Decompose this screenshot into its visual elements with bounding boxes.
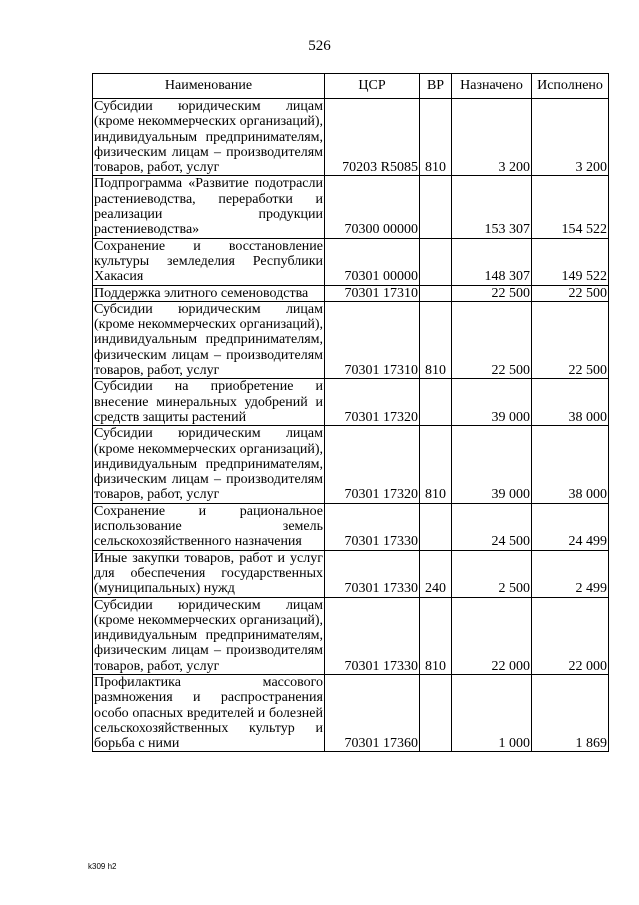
cell-csr: 70300 00000 <box>325 176 420 238</box>
cell-name: Субсидии юридическим лицам (кроме некоммерческих организаций), индивидуальным предпринимателям, физическим лицам – производителям товаров, работ, услуг <box>94 301 323 379</box>
cell-executed: 38 000 <box>532 426 609 503</box>
cell-assigned: 148 307 <box>452 238 532 285</box>
cell-executed: 3 200 <box>532 99 609 176</box>
cell-executed: 22 500 <box>532 285 609 301</box>
cell-assigned: 1 000 <box>452 674 532 751</box>
cell-vr <box>420 674 452 751</box>
cell-executed: 22 500 <box>532 301 609 378</box>
cell-vr <box>420 379 452 426</box>
table-row <box>93 379 609 426</box>
cell-csr: 70301 17320 <box>325 426 420 503</box>
table-row <box>93 99 609 176</box>
page-number: 526 <box>308 38 331 54</box>
cell-assigned: 22 000 <box>452 597 532 674</box>
table-row <box>93 503 609 550</box>
cell-csr: 70301 17310 <box>325 301 420 378</box>
cell-vr: 810 <box>420 597 452 674</box>
cell-name: Субсидии на приобретение и внесение минеральных удобрений и средств защиты растений <box>94 379 323 425</box>
cell-name: Поддержка элитного семеноводства <box>93 285 325 301</box>
table-row <box>93 176 609 238</box>
cell-vr: 810 <box>420 301 452 378</box>
cell-vr <box>420 176 452 238</box>
cell-executed: 154 522 <box>532 176 609 238</box>
cell-executed: 38 000 <box>532 379 609 426</box>
cell-csr: 70301 17330 <box>325 550 420 597</box>
cell-executed: 149 522 <box>532 238 609 285</box>
cell-executed: 22 000 <box>532 597 609 674</box>
header-vr: ВР <box>420 74 452 99</box>
table-body <box>93 99 609 752</box>
header-executed: Исполнено <box>532 74 609 99</box>
cell-name: Сохранение и восстановление культуры земледелия Республики Хакасия <box>94 238 323 285</box>
header-csr: ЦСР <box>325 74 420 99</box>
cell-assigned: 39 000 <box>452 379 532 426</box>
cell-vr <box>420 285 452 301</box>
cell-name: Субсидии юридическим лицам (кроме некоммерческих организаций), индивидуальным предпринимателям, физическим лицам – производителям товаров, работ, услуг <box>94 426 323 503</box>
cell-csr: 70301 17330 <box>325 597 420 674</box>
cell-assigned: 153 307 <box>452 176 532 238</box>
table-row <box>93 674 609 751</box>
cell-assigned: 3 200 <box>452 99 532 176</box>
footer-code: k309 h2 <box>88 862 117 871</box>
table-row <box>93 301 609 378</box>
cell-vr: 810 <box>420 99 452 176</box>
cell-assigned: 22 500 <box>452 285 532 301</box>
table-row <box>93 550 609 597</box>
cell-assigned: 2 500 <box>452 550 532 597</box>
header-name: Наименование <box>93 74 325 99</box>
cell-executed: 2 499 <box>532 550 609 597</box>
cell-vr: 240 <box>420 550 452 597</box>
cell-vr <box>420 238 452 285</box>
cell-csr: 70203 R5085 <box>325 99 420 176</box>
table-row <box>93 597 609 674</box>
budget-table <box>92 73 609 752</box>
cell-csr: 70301 17310 <box>325 285 420 301</box>
cell-name: Иные закупки товаров, работ и услуг для обеспечения государственных (муниципальных) нужд <box>94 550 323 597</box>
cell-name: Субсидии юридическим лицам (кроме некоммерческих организаций), индивидуальным предпринимателям, физическим лицам – производителям товаров, работ, услуг <box>94 597 323 674</box>
cell-vr <box>420 503 452 550</box>
table-row <box>93 426 609 503</box>
cell-csr: 70301 17360 <box>325 674 420 751</box>
cell-csr: 70301 17330 <box>325 503 420 550</box>
cell-csr: 70301 00000 <box>325 238 420 285</box>
cell-name: Подпрограмма «Развитие подотрасли растениеводства, переработки и реализации продукции растениеводства» <box>94 176 323 238</box>
header-assigned: Назначено <box>452 74 532 99</box>
table-header-row <box>93 74 609 99</box>
cell-assigned: 22 500 <box>452 301 532 378</box>
cell-executed: 24 499 <box>532 503 609 550</box>
cell-vr: 810 <box>420 426 452 503</box>
cell-csr: 70301 17320 <box>325 379 420 426</box>
cell-name: Сохранение и рациональное использование земель сельскохозяйственного назначения <box>94 503 323 550</box>
cell-assigned: 39 000 <box>452 426 532 503</box>
table-row <box>93 285 609 301</box>
table-row <box>93 238 609 285</box>
cell-name: Субсидии юридическим лицам (кроме некоммерческих организаций), индивидуальным предпринимателям, физическим лицам – производителям товаров, работ, услуг <box>94 99 323 176</box>
cell-name: Профилактика массового размножения и распространения особо опасных вредителей и болезней сельскохозяйственных культур и борьба с ними <box>94 674 323 752</box>
cell-assigned: 24 500 <box>452 503 532 550</box>
cell-executed: 1 869 <box>532 674 609 751</box>
